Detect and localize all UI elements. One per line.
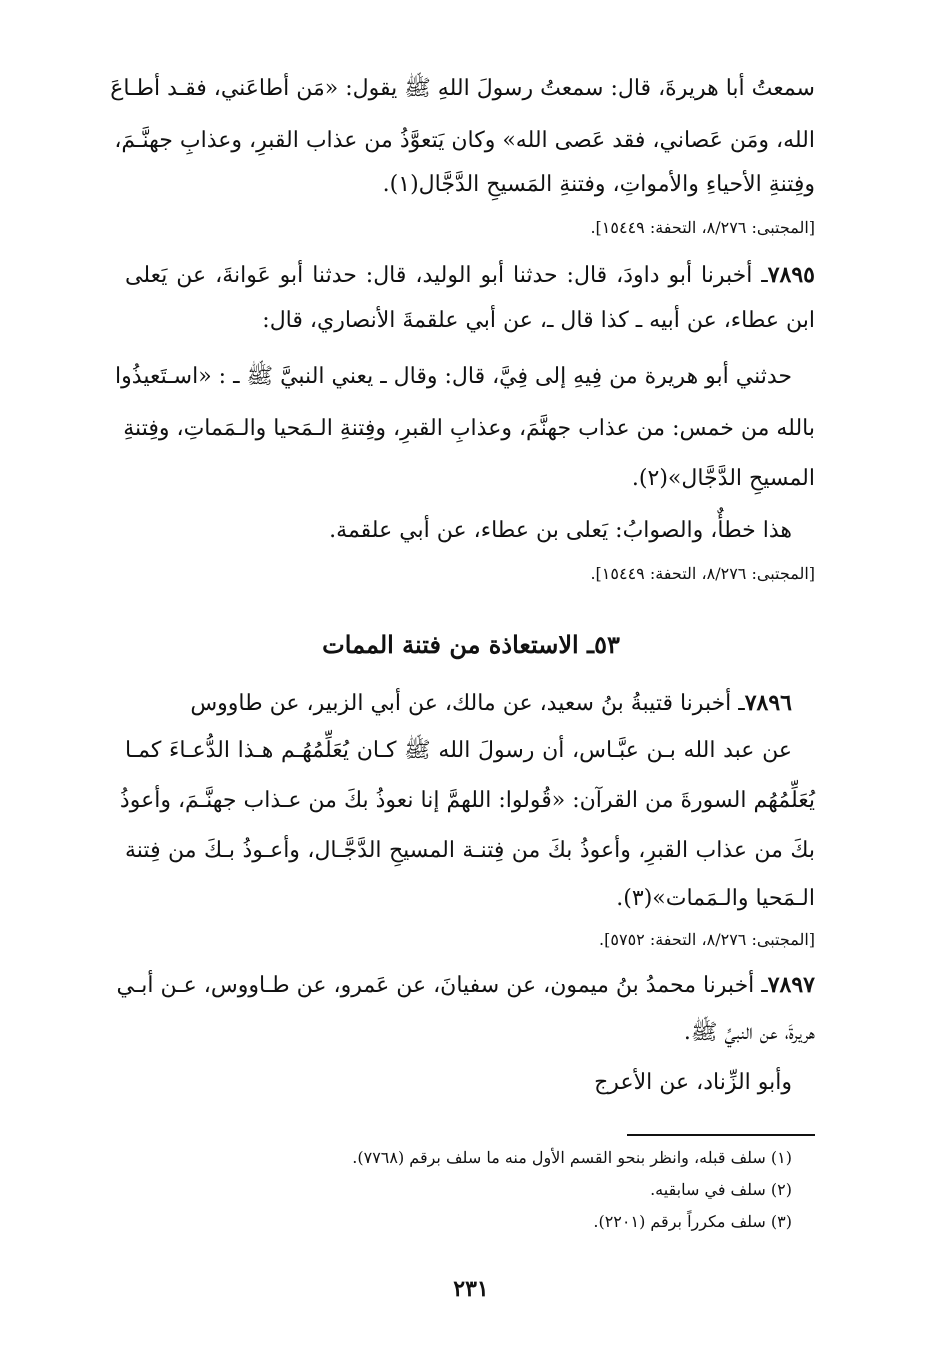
hadith-chain: ـ أخبرنا أبو داودَ، قال: حدثنا أبو الوليد، قال: حدثنا أبو عَوانةَ، عن يَعلى: [125, 263, 768, 288]
text-line: يُعَلِّمُهُم السورةَ من القرآن: «قُولوا: اللهمَّ إنا نعوذُ بكَ من عـذاب جهنَّـمَ، وأعوذُ: [119, 788, 815, 813]
hadith-number: ٧٨٩٧: [767, 972, 815, 998]
text-line: حدثني أبو هريرة من فِيهِ إلى فِيَّ، قال: وقال ـ يعني النبيَّ ﷺ ـ : «اسـتَعيذُوا: [115, 364, 792, 389]
reference-citation: [المجتبى: ٨/٢٧٦، التحفة: ١٥٤٤٩].: [590, 218, 815, 237]
reference-citation: [المجتبى: ٨/٢٧٦، التحفة: ٥٧٥٢].: [599, 930, 815, 949]
footnote: (٣) سلف مكرراً برقم (٢٢٠١).: [593, 1212, 792, 1231]
footnote: (١) سلف قبله، وانظر بنحو القسم الأول منه ما سلف برقم (٧٧٦٨).: [352, 1148, 792, 1167]
text-line: المسيحِ الدَّجَّال»(٢).: [631, 466, 815, 491]
page-number: ٢٣١: [453, 1276, 489, 1302]
text-line: بالله من خمس: من عذاب جهنَّمَ، وعذابِ القبرِ، وفِتنةِ الـمَحيا والـمَماتِ، وفِتنةِ: [123, 416, 815, 441]
hadith-number: ٧٨٩٥: [767, 262, 815, 288]
text-line: بكَ من عذاب القبرِ، وأعوذُ بكَ من فِتنـة المسيحِ الدَّجَّـال، وأعـوذُ بـكَ من فِتنة: [125, 838, 815, 863]
text-line: وفِتنةِ الأحياءِ والأمواتِ، وفتنةِ المَسيحِ الدَّجَّال(١).: [382, 172, 815, 197]
text-line: وأبو الزِّناد، عن الأعرج: [594, 1070, 792, 1095]
hadith-header-line: [125, 262, 815, 289]
text-line: ابن عطاء، عن أبيه ـ كذا قال ـ، عن أبي علقمةَ الأنصاري، قال:: [262, 308, 815, 333]
hadith-chain: ـ أخبرنا قتيبةُ بنُ سعيد، عن مالك، عن أبي الزبير، عن طاووس: [190, 691, 745, 716]
text-line: سمعتُ أبا هريرةَ، قال: سمعتُ رسولَ اللهِ ﷺ يقول: «مَن أطاعَني، فقـد أطـاعَ: [110, 76, 815, 101]
section-heading: ٥٣ـ الاستعاذة من فتنة الممات: [322, 630, 620, 659]
hadith-chain: ـ أخبرنا محمدُ بنُ ميمون، عن سفيانَ، عن عَمرو، عن طـاووس، عـن أبـي: [116, 973, 768, 998]
hadith-number: ٧٨٩٦: [744, 690, 792, 716]
hadith-header-line: [116, 972, 815, 999]
footnote: (٢) سلف في سابقيه.: [650, 1180, 792, 1199]
text-line: الله، ومَن عَصاني، فقد عَصى الله» وكان يَتعوَّذُ من عذاب القبرِ، وعذابِ جهنَّـمَ،: [114, 128, 815, 153]
text-line: الـمَحيا والـمَمات»(٣).: [616, 886, 815, 911]
reference-citation: [المجتبى: ٨/٢٧٦، التحفة: ١٥٤٤٩].: [590, 564, 815, 583]
hadith-header-line: [125, 690, 792, 717]
footnote-separator: [627, 1134, 815, 1136]
text-line: هريرةَ، عن النبيِّ ﷺ.: [683, 1020, 815, 1045]
comment-line: هذا خطأٌ، والصوابُ: يَعلى بن عطاء، عن أبي علقمة.: [329, 518, 792, 543]
text-line: عن عبد الله بـن عبَّـاس، أن رسولَ الله ﷺ كـان يُعَلِّمُهُـم هـذا الدُّعـاءَ كمـا: [125, 738, 792, 763]
